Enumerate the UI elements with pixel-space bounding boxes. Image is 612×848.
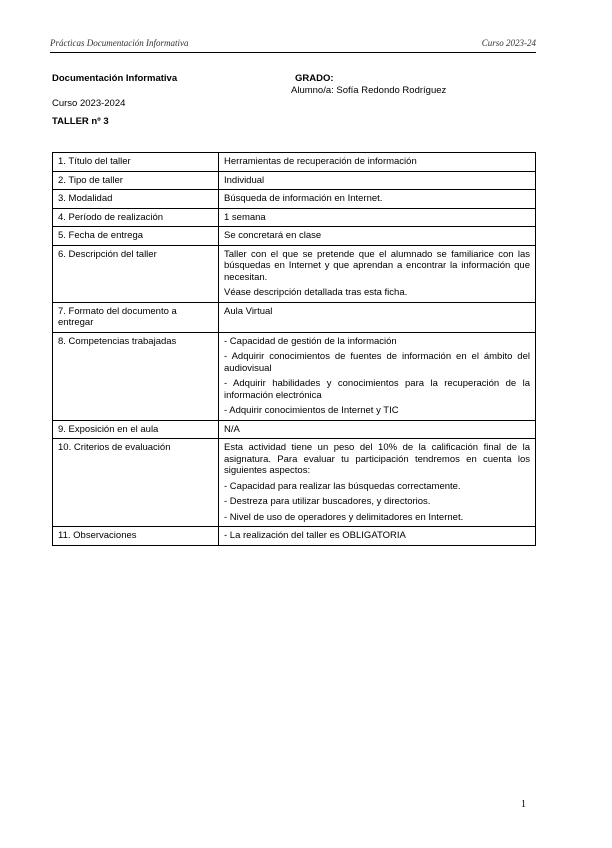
field-paragraph: 1 semana <box>224 211 266 223</box>
taller-number: TALLER nº 3 <box>52 116 109 127</box>
table-row <box>53 245 536 302</box>
field-paragraph: - Adquirir habilidades y conocimientos para la recuperación de la información electrónica <box>224 378 530 401</box>
table-row <box>53 420 536 439</box>
field-value <box>219 171 536 190</box>
field-label: 8. Competencias trabajadas <box>53 332 219 420</box>
field-label: 3. Modalidad <box>53 190 219 209</box>
field-paragraph: Aula Virtual <box>224 305 273 317</box>
table-row <box>53 227 536 246</box>
field-label: 10. Criterios de evaluación <box>53 439 219 527</box>
workshop-table <box>52 152 536 546</box>
table-row <box>53 332 536 420</box>
field-paragraph: - Adquirir conocimientos de fuentes de información en el ámbito del audiovisual <box>224 351 530 374</box>
page-header <box>50 38 536 53</box>
field-label: 2. Tipo de taller <box>53 171 219 190</box>
field-paragraph: N/A <box>224 423 240 435</box>
grado-label: GRADO: <box>295 73 334 84</box>
field-paragraph: Véase descripción detallada tras esta ficha. <box>224 287 408 298</box>
field-value <box>219 527 536 546</box>
field-paragraph: - Adquirir conocimientos de Internet y TIC <box>224 405 399 416</box>
field-value <box>219 227 536 246</box>
field-label: 1. Título del taller <box>53 153 219 172</box>
field-paragraph: - Capacidad para realizar las búsquedas correctamente. <box>224 480 461 492</box>
field-paragraph: Individual <box>224 174 265 186</box>
table-row <box>53 302 536 332</box>
table-row <box>53 208 536 227</box>
field-label: 5. Fecha de entrega <box>53 227 219 246</box>
field-paragraph: Herramientas de recuperación de información <box>224 156 417 167</box>
header-right-text: Curso 2023-24 <box>481 38 536 48</box>
field-paragraph: Esta actividad tiene un peso del 10% de la calificación final de la asignatura. Para evaluar tu participación tendremos en cuenta los siguientes aspectos: <box>224 442 530 476</box>
field-paragraph: - Nivel de uso de operadores y delimitadores en Internet. <box>224 511 464 523</box>
student-name: Alumno/a: Sofía Redondo Rodríguez <box>291 85 447 96</box>
field-paragraph: - La realización del taller es OBLIGATORIA <box>224 530 406 541</box>
page-number: 1 <box>521 799 526 810</box>
table-row <box>53 153 536 172</box>
field-paragraph: Se concretará en clase <box>224 230 322 241</box>
field-value <box>219 190 536 209</box>
course-year: Curso 2023-2024 <box>52 98 126 109</box>
field-value <box>219 332 536 420</box>
field-value <box>219 420 536 439</box>
table-row <box>53 171 536 190</box>
field-label: 4. Período de realización <box>53 208 219 227</box>
field-paragraph: Taller con el que se pretende que el alumnado se familiarice con las búsquedas en Internet y que aprendan a encontrar la información que necesitan. <box>224 248 530 283</box>
field-paragraph: Búsqueda de información en Internet. <box>224 193 383 204</box>
subject-title: Documentación Informativa <box>52 73 178 84</box>
table-row <box>53 439 536 527</box>
field-label: 7. Formato del documento a entregar <box>53 302 219 332</box>
table-row <box>53 190 536 209</box>
header-left-text: Prácticas Documentación Informativa <box>50 38 189 48</box>
table-row <box>53 527 536 546</box>
field-paragraph: - Capacidad de gestión de la información <box>224 335 397 347</box>
field-value <box>219 439 536 527</box>
field-label: 11. Observaciones <box>53 527 219 546</box>
field-label: 6. Descripción del taller <box>53 245 219 302</box>
field-value <box>219 245 536 302</box>
field-value <box>219 208 536 227</box>
field-value <box>219 153 536 172</box>
field-paragraph: - Destreza para utilizar buscadores, y directorios. <box>224 496 431 507</box>
field-value <box>219 302 536 332</box>
field-label: 9. Exposición en el aula <box>53 420 219 439</box>
